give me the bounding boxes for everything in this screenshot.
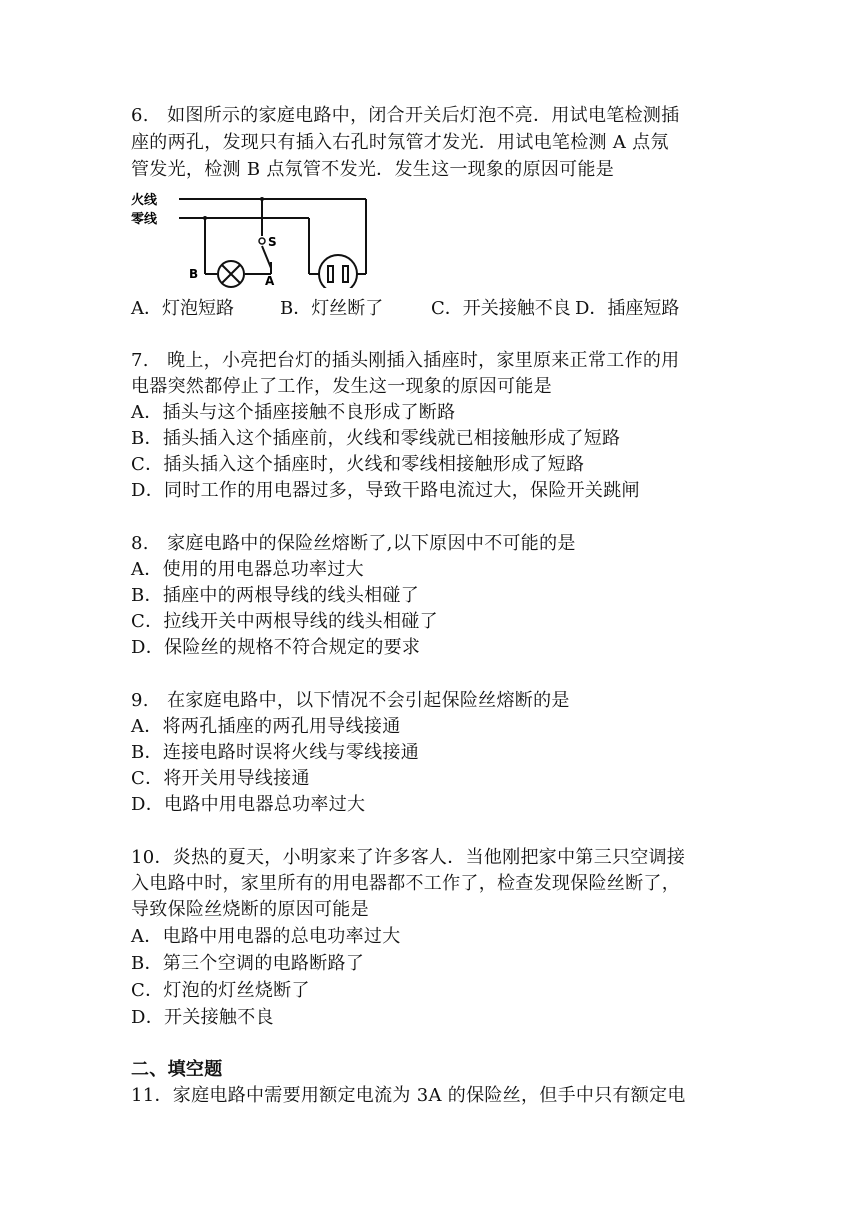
q8-option-a: A．使用的用电器总功率过大 <box>131 559 364 580</box>
q11-stem-line-1: 11．家庭电路中需要用额定电流为 3A 的保险丝，但手中只有额定电 <box>131 1085 686 1106</box>
switch-blade <box>262 246 271 268</box>
live-wire-label: 火线 <box>131 193 158 208</box>
q9-option-c: C．将开关用导线接通 <box>131 768 310 789</box>
q8-stem-line-1: 8. 家庭电路中的保险丝熔断了,以下原因中不可能的是 <box>131 533 576 554</box>
q8-option-c: C．拉线开关中两根导线的线头相碰了 <box>131 611 438 632</box>
q6-stem-line-2: 座的两孔，发现只有插入右孔时氖管才发光．用试电笔检测 A 点氖 <box>131 132 669 153</box>
circuit-diagram <box>131 186 376 288</box>
q10-stem-line-2: 入电路中时，家里所有的用电器都不工作了，检查发现保险丝断了， <box>131 873 680 894</box>
q10-option-c: C．灯泡的灯丝烧断了 <box>131 980 310 1001</box>
q7-option-b: B．插头插入这个插座前，火线和零线就已相接触形成了短路 <box>131 428 621 449</box>
q9-option-b: B．连接电路时误将火线与零线接通 <box>131 742 420 763</box>
q6-stem-line-3: 管发光，检测 B 点氖管不发光．发生这一现象的原因可能是 <box>131 159 615 180</box>
q9-option-d: D．电路中用电器总功率过大 <box>131 794 366 815</box>
point-a-label: A <box>265 274 275 288</box>
q8-option-b: B．插座中的两根导线的线头相碰了 <box>131 585 420 606</box>
q6-option-a: A．灯泡短路 <box>131 298 234 319</box>
q6-stem-line-1: 6. 如图所示的家庭电路中，闭合开关后灯泡不亮．用试电笔检测插 <box>131 105 680 126</box>
q7-option-d: D．同时工作的用电器过多，导致干路电流过大，保险开关跳闸 <box>131 480 640 501</box>
q10-stem-line-3: 导致保险丝烧断的原因可能是 <box>131 899 369 920</box>
q7-stem-line-2: 电器突然都停止了工作，发生这一现象的原因可能是 <box>131 376 552 397</box>
lamp-symbol <box>218 261 244 287</box>
section-heading: 二、填空题 <box>131 1059 223 1080</box>
q10-stem-line-1: 10．炎热的夏天，小明家来了许多客人．当他刚把家中第三只空调接 <box>131 847 686 868</box>
q10-option-d: D．开关接触不良 <box>131 1007 274 1028</box>
neutral-wire-label: 零线 <box>131 212 158 227</box>
q9-option-a: A．将两孔插座的两孔用导线接通 <box>131 716 401 737</box>
q7-option-a: A．插头与这个插座接触不良形成了断路 <box>131 402 456 423</box>
q6-option-b: B．灯丝断了 <box>280 298 384 319</box>
q7-stem-line-1: 7. 晚上，小亮把台灯的插头刚插入插座时，家里原来正常工作的用 <box>131 350 680 371</box>
socket-symbol <box>319 255 357 288</box>
q6-option-d: D．插座短路 <box>575 298 680 319</box>
q10-option-a: A．电路中用电器的总电功率过大 <box>131 926 401 947</box>
q8-option-d: D．保险丝的规格不符合规定的要求 <box>131 637 421 658</box>
q9-stem-line-1: 9. 在家庭电路中，以下情况不会引起保险丝熔断的是 <box>131 690 570 711</box>
point-b-label: B <box>189 267 199 281</box>
q10-option-b: B．第三个空调的电路断路了 <box>131 953 365 974</box>
switch-contact <box>259 238 265 244</box>
q6-option-c: C．开关接触不良 <box>431 298 571 319</box>
switch-label: S <box>268 235 277 249</box>
q7-option-c: C．插头插入这个插座时，火线和零线相接触形成了短路 <box>131 454 585 475</box>
